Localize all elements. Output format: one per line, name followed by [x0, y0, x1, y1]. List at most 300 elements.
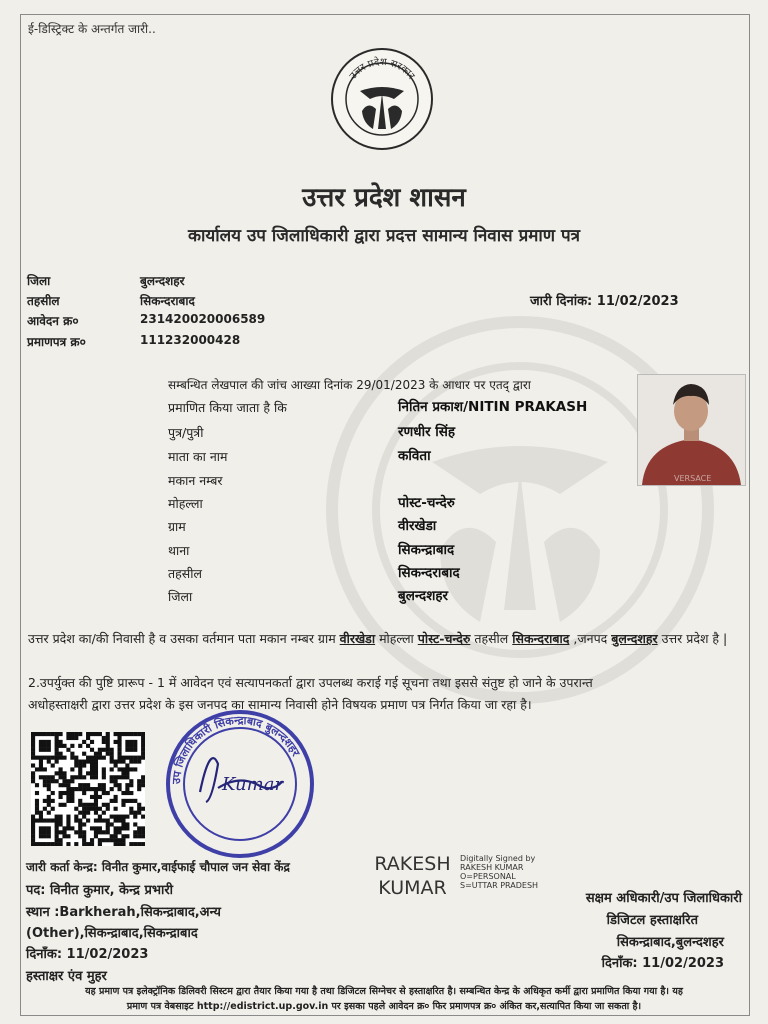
qr-module — [47, 775, 51, 779]
qr-module — [106, 807, 110, 811]
qr-module — [129, 744, 133, 748]
qr-module — [39, 744, 43, 748]
qr-module — [31, 771, 35, 775]
qr-module — [35, 807, 39, 811]
qr-module — [55, 842, 59, 846]
qr-module — [59, 767, 63, 771]
footer-note-1: यह प्रमाण पत्र इलेक्ट्रॉनिक डिलिवरी सिस्टम द्वारा तैयार किया गया है तथा डिजिटल सिग्नेचर से हस्ताक्षरित है। सम्बन्धित केन्द्र के अधिकृत कर्मी द्वारा प्रमाणित किया गया है। यह — [85, 986, 683, 997]
qr-module — [59, 756, 63, 760]
detail-label: तहसील — [168, 566, 202, 581]
qr-module — [121, 799, 125, 803]
qr-module — [129, 791, 133, 795]
qr-module — [35, 783, 39, 787]
qr-module — [90, 760, 94, 764]
detail-value-district: बुलन्दशहर — [398, 588, 449, 604]
qr-module — [133, 760, 137, 764]
qr-module — [141, 807, 145, 811]
qr-module — [55, 748, 59, 752]
qr-module — [90, 756, 94, 760]
qr-module — [70, 791, 74, 795]
qr-module — [31, 815, 35, 819]
qr-module — [78, 775, 82, 779]
qr-module — [125, 771, 129, 775]
qr-module — [74, 775, 78, 779]
qr-module — [110, 838, 114, 842]
qr-module — [141, 815, 145, 819]
qr-module — [39, 842, 43, 846]
signer-name-1: RAKESH — [374, 853, 451, 875]
qr-module — [133, 815, 137, 819]
qr-module — [125, 822, 129, 826]
issue-date: जारी दिनांक: 11/02/2023 — [530, 294, 679, 309]
qr-module — [98, 756, 102, 760]
qr-module — [62, 834, 66, 838]
qr-module — [39, 775, 43, 779]
qr-module — [98, 783, 102, 787]
qr-module — [102, 783, 106, 787]
qr-module — [47, 732, 51, 736]
qr-module — [117, 732, 121, 736]
qr-module — [129, 811, 133, 815]
qr-module — [102, 771, 106, 775]
qr-module — [82, 822, 86, 826]
qr-module — [129, 760, 133, 764]
qr-module — [110, 752, 114, 756]
qr-module — [94, 756, 98, 760]
qr-module — [78, 811, 82, 815]
detail-label: मोहल्ला — [168, 496, 203, 511]
qr-module — [43, 732, 47, 736]
qr-module — [86, 803, 90, 807]
signature-detail: Digitally Signed by — [460, 854, 536, 863]
qr-module — [102, 818, 106, 822]
qr-module — [117, 744, 121, 748]
qr-module — [90, 763, 94, 767]
qr-module — [94, 791, 98, 795]
qr-module — [82, 838, 86, 842]
qr-module — [129, 740, 133, 744]
qr-module — [62, 779, 66, 783]
qr-module — [39, 763, 43, 767]
issuer-place: स्थान :Barkherah,सिकन्द्राबाद,अन्य — [26, 905, 221, 920]
qr-module — [55, 779, 59, 783]
qr-module — [117, 787, 121, 791]
qr-module — [55, 830, 59, 834]
qr-module — [90, 771, 94, 775]
qr-module — [74, 807, 78, 811]
qr-module — [125, 834, 129, 838]
qr-module — [31, 822, 35, 826]
qr-module — [94, 803, 98, 807]
authority-title: सक्षम अधिकारी/उप जिलाधिकारी — [585, 891, 742, 906]
qr-module — [86, 760, 90, 764]
qr-module — [114, 826, 118, 830]
qr-module — [106, 752, 110, 756]
confirmation-line-2: अधोहस्ताक्षरी द्वारा उत्तर प्रदेश के इस जनपद का सामान्य निवासी होने विषयक प्रमाण पत्र निर्गत किया जा रहा है। — [28, 697, 532, 712]
qr-module — [66, 783, 70, 787]
qr-module — [106, 818, 110, 822]
qr-module — [137, 842, 141, 846]
qr-module — [82, 834, 86, 838]
qr-module — [78, 818, 82, 822]
qr-module — [62, 756, 66, 760]
qr-module — [31, 834, 35, 838]
qr-module — [43, 775, 47, 779]
qr-module — [125, 740, 129, 744]
qr-module — [102, 748, 106, 752]
qr-module — [90, 767, 94, 771]
qr-module — [141, 740, 145, 744]
qr-module — [125, 815, 129, 819]
qr-module — [94, 775, 98, 779]
qr-module — [66, 834, 70, 838]
qr-module — [133, 748, 137, 752]
qr-module — [35, 791, 39, 795]
signer-name-2: KUMAR — [378, 877, 447, 899]
qr-module — [141, 748, 145, 752]
qr-module — [137, 756, 141, 760]
qr-module — [90, 748, 94, 752]
qr-module — [114, 775, 118, 779]
qr-module — [110, 748, 114, 752]
qr-module — [31, 748, 35, 752]
qr-module — [121, 826, 125, 830]
qr-module — [94, 752, 98, 756]
qr-module — [141, 783, 145, 787]
shirt-text: VERSACE — [674, 474, 712, 483]
issuer-place-2: (Other),सिकन्द्राबाद,सिकन्द्राबाद — [26, 926, 198, 941]
qr-module — [55, 771, 59, 775]
qr-module — [102, 756, 106, 760]
qr-module — [39, 811, 43, 815]
qr-module — [94, 763, 98, 767]
qr-module — [114, 799, 118, 803]
qr-module — [121, 822, 125, 826]
qr-module — [55, 756, 59, 760]
qr-module — [70, 826, 74, 830]
qr-module — [102, 811, 106, 815]
qr-module — [90, 842, 94, 846]
qr-module — [98, 830, 102, 834]
qr-module — [74, 756, 78, 760]
qr-module — [117, 818, 121, 822]
qr-module — [117, 838, 121, 842]
qr-module — [43, 767, 47, 771]
qr-module — [133, 756, 137, 760]
qr-module — [55, 815, 59, 819]
qr-module — [129, 807, 133, 811]
qr-module — [74, 732, 78, 736]
qr-module — [82, 740, 86, 744]
qr-module — [133, 811, 137, 815]
qr-module — [110, 787, 114, 791]
qr-module — [117, 748, 121, 752]
qr-module — [66, 822, 70, 826]
qr-module — [90, 803, 94, 807]
qr-module — [47, 795, 51, 799]
qr-module — [31, 830, 35, 834]
qr-module — [66, 826, 70, 830]
qr-module — [59, 815, 63, 819]
certificate-label: प्रमाणपत्र क्र० — [27, 335, 86, 349]
qr-module — [94, 787, 98, 791]
qr-module — [125, 767, 129, 771]
qr-module — [125, 744, 129, 748]
qr-module — [125, 732, 129, 736]
qr-module — [94, 767, 98, 771]
qr-module — [125, 791, 129, 795]
qr-module — [39, 748, 43, 752]
qr-module — [51, 756, 55, 760]
qr-module — [117, 826, 121, 830]
qr-module — [70, 799, 74, 803]
qr-module — [74, 815, 78, 819]
qr-module — [86, 787, 90, 791]
para-mohalla: पोस्ट-चन्देरु — [417, 631, 471, 646]
qr-module — [125, 783, 129, 787]
issuer-center: जारी कर्ता केन्द्र: विनीत कुमार,वाईफाई चौपाल जन सेवा केंद्र — [26, 860, 290, 874]
qr-module — [74, 830, 78, 834]
qr-module — [31, 763, 35, 767]
qr-module — [121, 842, 125, 846]
qr-module — [137, 807, 141, 811]
footer-note-2: प्रमाण पत्र वेबसाइट http://edistrict.up.gov.in पर इसका पहले आवेदन क्र० फिर प्रमाणपत्र क्र० अंकित कर,सत्यापित किया जा सकता है। — [126, 1001, 642, 1012]
qr-module — [62, 803, 66, 807]
authority-date: दिनाँक: 11/02/2023 — [601, 956, 724, 971]
qr-module — [59, 732, 63, 736]
qr-module — [110, 756, 114, 760]
qr-module — [59, 830, 63, 834]
qr-module — [70, 795, 74, 799]
qr-module — [114, 760, 118, 764]
qr-module — [90, 787, 94, 791]
qr-module — [55, 732, 59, 736]
qr-module — [106, 803, 110, 807]
qr-module — [31, 756, 35, 760]
qr-module — [66, 787, 70, 791]
qr-module — [82, 763, 86, 767]
qr-module — [114, 815, 118, 819]
qr-module — [98, 842, 102, 846]
qr-module — [94, 834, 98, 838]
qr-module — [125, 748, 129, 752]
qr-module — [106, 822, 110, 826]
qr-module — [47, 842, 51, 846]
qr-module — [86, 732, 90, 736]
qr-module — [43, 744, 47, 748]
seal-signature: Kumar — [222, 774, 284, 795]
qr-module — [141, 752, 145, 756]
qr-module — [114, 732, 118, 736]
official-seal-icon — [160, 704, 320, 864]
qr-module — [78, 822, 82, 826]
qr-module — [121, 756, 125, 760]
qr-module — [66, 799, 70, 803]
qr-module — [94, 732, 98, 736]
qr-module — [129, 732, 133, 736]
qr-module — [31, 826, 35, 830]
qr-module — [137, 779, 141, 783]
qr-module — [66, 779, 70, 783]
qr-module — [35, 767, 39, 771]
qr-module — [121, 791, 125, 795]
qr-module — [51, 779, 55, 783]
para-text: मोहल्ला — [375, 631, 418, 646]
qr-module — [98, 818, 102, 822]
qr-module — [62, 826, 66, 830]
qr-module — [70, 779, 74, 783]
qr-module — [59, 818, 63, 822]
qr-module — [59, 752, 63, 756]
qr-module — [78, 803, 82, 807]
qr-module — [31, 744, 35, 748]
qr-module — [141, 736, 145, 740]
detail-label: मकान नम्बर — [168, 473, 223, 488]
qr-module — [110, 779, 114, 783]
qr-module — [55, 822, 59, 826]
qr-module — [98, 807, 102, 811]
qr-module — [51, 791, 55, 795]
qr-module — [125, 775, 129, 779]
qr-module — [117, 767, 121, 771]
para-district: बुलन्दशहर — [611, 631, 658, 646]
qr-module — [59, 783, 63, 787]
qr-module — [78, 826, 82, 830]
qr-module — [82, 791, 86, 795]
qr-module — [62, 830, 66, 834]
qr-module — [39, 767, 43, 771]
qr-module — [59, 795, 63, 799]
qr-module — [47, 818, 51, 822]
qr-module — [117, 830, 121, 834]
authority-place: सिकन्द्राबाद,बुलन्दशहर — [616, 935, 724, 950]
qr-module — [51, 807, 55, 811]
qr-module — [51, 775, 55, 779]
qr-module — [39, 830, 43, 834]
qr-module — [106, 826, 110, 830]
qr-module — [102, 767, 106, 771]
qr-module — [47, 783, 51, 787]
qr-module — [86, 818, 90, 822]
qr-module — [141, 744, 145, 748]
qr-module — [59, 838, 63, 842]
applicant-photo — [637, 374, 746, 486]
qr-module — [133, 732, 137, 736]
qr-module — [47, 744, 51, 748]
qr-module — [90, 838, 94, 842]
qr-module — [78, 771, 82, 775]
qr-module — [39, 826, 43, 830]
qr-module — [55, 736, 59, 740]
qr-module — [35, 818, 39, 822]
para-tehsil: सिकन्दराबाद — [512, 631, 570, 646]
detail-label: पुत्र/पुत्री — [168, 425, 204, 440]
detail-label: प्रमाणित किया जाता है कि — [168, 400, 287, 415]
qr-module — [35, 799, 39, 803]
qr-module — [137, 760, 141, 764]
qr-module — [114, 838, 118, 842]
qr-module — [98, 826, 102, 830]
qr-module — [125, 756, 129, 760]
qr-module — [31, 736, 35, 740]
qr-module — [43, 748, 47, 752]
qr-module — [74, 763, 78, 767]
qr-module — [121, 732, 125, 736]
confirmation-line-1: 2.उपर्युक्त की पुष्टि प्रारूप - 1 में आवेदन एवं सत्यापनकर्ता द्वारा उपलब्ध कराई गई सूचना तथा इससे संतुष्ट हो जाने के उपरान्त — [28, 675, 593, 690]
qr-module — [102, 787, 106, 791]
qr-module — [43, 740, 47, 744]
qr-module — [59, 822, 63, 826]
qr-module — [117, 842, 121, 846]
qr-module — [43, 799, 47, 803]
qr-module — [74, 787, 78, 791]
qr-module — [117, 760, 121, 764]
qr-module — [78, 799, 82, 803]
qr-module — [51, 732, 55, 736]
detail-label: जिला — [168, 589, 193, 604]
qr-module — [114, 779, 118, 783]
qr-module — [78, 830, 82, 834]
detail-value-mohalla: पोस्ट-चन्देरु — [398, 495, 455, 511]
qr-module — [110, 767, 114, 771]
qr-module — [133, 842, 137, 846]
qr-module — [62, 744, 66, 748]
qr-module — [94, 799, 98, 803]
qr-module — [51, 842, 55, 846]
qr-module — [125, 763, 129, 767]
certificate-value: 111232000428 — [140, 333, 241, 347]
qr-module — [43, 826, 47, 830]
qr-module — [78, 744, 82, 748]
qr-module — [110, 815, 114, 819]
intro-text: सम्बन्धित लेखपाल की जांच आख्या दिनांक 29/01/2023 के आधार पर एतद् द्वारा — [168, 378, 531, 392]
signature-detail: RAKESH KUMAR — [460, 863, 524, 872]
qr-module — [98, 732, 102, 736]
qr-module — [47, 826, 51, 830]
qr-module — [59, 771, 63, 775]
qr-module — [102, 740, 106, 744]
qr-module — [35, 842, 39, 846]
qr-module — [70, 787, 74, 791]
para-text: उत्तर प्रदेश है | — [657, 631, 728, 646]
qr-module — [117, 740, 121, 744]
tehsil-label: तहसील — [27, 294, 60, 308]
qr-module — [106, 748, 110, 752]
qr-module — [137, 803, 141, 807]
qr-module — [62, 775, 66, 779]
qr-module — [43, 818, 47, 822]
detail-label: थाना — [168, 543, 190, 558]
residence-paragraph — [28, 628, 740, 650]
district-label: जिला — [27, 274, 51, 288]
qr-module — [82, 760, 86, 764]
qr-module — [133, 834, 137, 838]
qr-module — [86, 842, 90, 846]
qr-module — [82, 815, 86, 819]
qr-module — [94, 818, 98, 822]
qr-module — [66, 818, 70, 822]
qr-module — [82, 752, 86, 756]
qr-module — [51, 763, 55, 767]
qr-module — [121, 834, 125, 838]
qr-module — [114, 807, 118, 811]
qr-module — [121, 818, 125, 822]
qr-module — [121, 815, 125, 819]
qr-module — [47, 748, 51, 752]
qr-module — [114, 783, 118, 787]
qr-module — [121, 838, 125, 842]
qr-module — [55, 834, 59, 838]
